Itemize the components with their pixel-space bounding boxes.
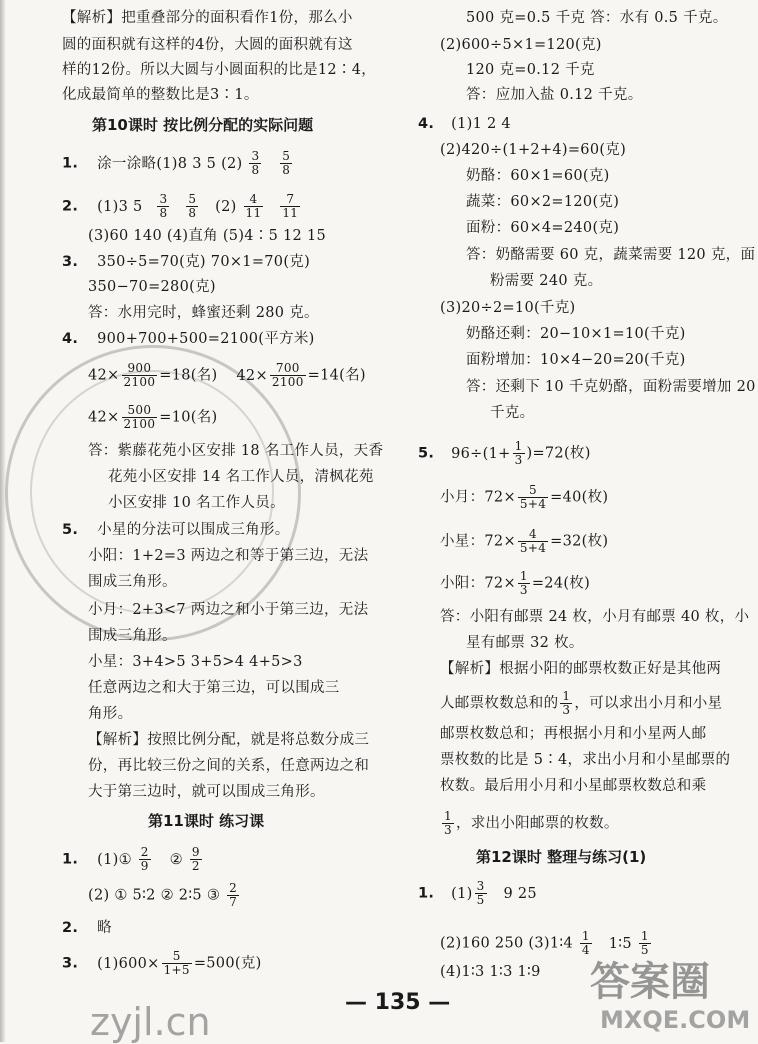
right-q4-line-12: 千克。: [490, 405, 535, 421]
right-line-4: 答：应加入盐 0.12 千克。: [466, 87, 643, 103]
right-q4-line-6: 答：奶酪需要 60 克，蔬菜需要 120 克，面: [466, 247, 756, 263]
right-q5-line-5: 答：小阳有邮票 24 枚，小月有邮票 40 枚，小: [440, 609, 750, 625]
analysis-line-2: 圆的面积就有这样的4份，大圆的面积就有这: [62, 37, 353, 53]
right-review-question-1: 1. (1) $\frac{3}{5}$ 9 25: [418, 879, 537, 907]
right-line-2: (2)600÷5×1=120(克): [440, 37, 602, 53]
page-number: — 135 —: [345, 990, 451, 1015]
right-q5-line-4: 小阳：72× $\frac{1}{3}$ =24(枚): [440, 569, 591, 597]
question-4-line-2: 42× $\frac{900}{2100}$ =18(名) 42× $\frac{700}{2100}$ =14(名): [88, 361, 366, 389]
question-5-line-4: 小月：2+3<7 两边之和小于第三边，无法: [88, 602, 369, 618]
practice-question-1: 1. (1)① $\frac{2}{9}$ ② $\frac{9}{2}$: [62, 845, 200, 873]
right-q4-line-3: 奶酪：60×1=60(克): [466, 168, 610, 184]
question-number: 2.: [62, 920, 79, 936]
right-question-4: 4. (1)1 2 4: [418, 116, 511, 132]
fraction: $\frac{1}{3}$: [519, 569, 528, 597]
practice-question-1-line-2: (2) ① 5∶2 ② 2∶5 ③ $\frac{2}{7}$: [88, 881, 237, 909]
question-number: 1.: [418, 885, 435, 902]
right-question-5: 5. 96÷(1+ $\frac{1}{3}$ )=72(枚): [418, 439, 591, 467]
fraction: $\frac{4}{5+4}$: [519, 527, 547, 555]
question-2-line-2: (3)60 140 (4)直角 (5)4∶5 12 15: [88, 228, 327, 244]
right-q4-line-9: 奶酪还剩：20−10×1=10(千克): [466, 326, 686, 342]
question-number: 3.: [62, 254, 79, 270]
question-number: 5.: [418, 445, 435, 462]
fraction: $\frac{1}{3}$: [444, 809, 452, 837]
fraction: $\frac{3}{8}$: [159, 192, 168, 220]
right-q4-line-4: 蔬菜：60×2=120(克): [466, 194, 620, 210]
question-4: [62, 329, 315, 349]
question-number: 4.: [62, 331, 79, 347]
question-1: [62, 150, 294, 177]
right-q5-line-8: 人邮票枚数总和的 $\frac{1}{3}$ ，可以求出小月和小星: [440, 689, 723, 717]
right-q4-line-11: 答：还剩下 10 千克奶酪，面粉需要增加 20: [466, 379, 756, 395]
fraction: $\frac{5}{5+4}$: [519, 483, 547, 511]
question-4-line-4: 答：紫藤花苑小区安排 18 名工作人员，天香: [88, 443, 384, 459]
right-q5-line-6: 星有邮票 32 枚。: [466, 635, 584, 651]
question-5-line-7: 任意两边之和大于第三边，可以围成三: [88, 680, 340, 696]
question-5-line-9: 【解析】按照比例分配，就是将总数分成三: [88, 732, 370, 748]
fraction: $\frac{1}{4}$: [581, 929, 590, 957]
binding-shadow: [0, 0, 6, 1042]
answer-text: 小星的分法可以围成三角形。: [97, 522, 290, 538]
right-q4-line-2: (2)420÷(1+2+4)=60(克): [440, 142, 627, 158]
question-5-line-11: 大于第三边时，就可以围成三角形。: [88, 784, 325, 800]
question-5-line-10: 份，再比较三份之间的关系，任意两边之和: [88, 758, 370, 774]
question-3-line-3: 答：水用完时，蜂蜜还剩 280 克。: [88, 305, 319, 321]
fraction: $\frac{4}{11}$: [245, 192, 262, 220]
right-q5-line-10: 票枚数的比是 5∶4，求出小月和小星邮票的: [440, 752, 731, 768]
fraction: $\frac{3}{5}$: [476, 879, 485, 907]
analysis-line-3: 样的12份。所以大圆与小圆面积的比是12∶4，: [62, 62, 377, 78]
answer-text: 涂一涂略(1)8 3 5 (2): [97, 155, 243, 172]
question-4-line-3: 42× $\frac{500}{2100}$ =10(名): [88, 403, 218, 431]
question-3-line-2: 350−70=280(克): [88, 279, 216, 295]
question-5: [62, 520, 290, 540]
question-3: [62, 252, 310, 272]
fraction: $\frac{9}{2}$: [191, 845, 200, 873]
watermark-zyjl: zyjl.cn: [90, 1000, 211, 1044]
fraction: $\frac{900}{2100}$: [123, 361, 156, 389]
right-q5-line-7: 【解析】根据小阳的邮票枚数正好是其他两: [440, 661, 722, 677]
answer-text: (1)3 5: [97, 198, 143, 215]
answer-text: 900+700+500=2100(平方米): [97, 331, 315, 347]
practice-question-2: 2. 略: [62, 920, 112, 936]
right-q4-line-7: 粉需要 240 克。: [490, 273, 603, 289]
watermark-daanquan: 答案圈: [590, 959, 710, 1005]
question-4-line-6: 小区安排 10 名工作人员。: [108, 495, 285, 511]
fraction: $\frac{5}{8}$: [188, 192, 197, 220]
question-number: 5.: [62, 522, 79, 538]
section-heading-lesson-10: 第10课时 按比例分配的实际问题: [92, 116, 314, 134]
fraction: $\frac{1}{3}$: [562, 689, 571, 717]
fraction: $\frac{2}{9}$: [140, 845, 149, 873]
fraction: $\frac{1}{3}$: [514, 439, 523, 467]
analysis-line-4: 化成最简单的整数比是3∶1。: [62, 87, 259, 103]
question-number: 4.: [418, 116, 435, 132]
question-5-line-8: 角形。: [88, 706, 133, 722]
fraction: $\frac{5}{8}$: [282, 149, 291, 177]
right-q5-line-3: 小星：72× $\frac{4}{5+4}$ =32(枚): [440, 527, 609, 555]
question-5-line-6: 小星：3+4>5 3+5>4 4+5>3: [88, 654, 303, 670]
question-4-line-5: 花苑小区安排 14 名工作人员，清枫花苑: [108, 469, 374, 485]
right-review-q1-line-2: (2)160 250 (3)1∶4 $\frac{1}{4}$ 1∶5 $\frac{1}{5}$: [440, 929, 649, 957]
fraction: $\frac{7}{11}$: [282, 192, 299, 220]
question-2: [62, 193, 302, 220]
right-line-3: 120 克=0.12 千克: [466, 62, 595, 78]
right-line-1: 500 克=0.5 千克 答：水有 0.5 千克。: [466, 10, 728, 26]
fraction: $\frac{5}{1+5}$: [163, 949, 190, 977]
answer-text: (2): [215, 198, 237, 215]
fraction: $\frac{1}{5}$: [640, 929, 649, 957]
answer-text: 350÷5=70(克) 70×1=70(克): [97, 254, 311, 270]
question-5-line-5: 围成三角形。: [88, 628, 177, 644]
question-number: 2.: [62, 198, 79, 215]
right-q4-line-8: (3)20÷2=10(千克): [440, 300, 576, 316]
analysis-line-1: 【解析】把重叠部分的面积看作1份，那么小: [62, 10, 353, 26]
right-q5-line-12: $\frac{1}{3}$ ，求出小阳邮票的枚数。: [444, 809, 619, 837]
right-review-q1-line-3: (4)1∶3 1∶3 1∶9: [440, 964, 541, 980]
right-q5-line-2: 小月：72× $\frac{5}{5+4}$ =40(枚): [440, 483, 609, 511]
right-q4-line-5: 面粉：60×4=240(克): [466, 220, 620, 236]
question-5-line-2: 小阳：1+2=3 两边之和等于第三边，无法: [88, 548, 369, 564]
question-number: 1.: [62, 155, 79, 172]
fraction: $\frac{500}{2100}$: [123, 403, 156, 431]
question-number: 1.: [62, 851, 79, 868]
fraction: $\frac{2}{7}$: [229, 881, 237, 909]
right-q4-line-10: 面粉增加：10×4−20=20(千克): [466, 352, 686, 368]
right-q5-line-11: 枚数。最后用小月和小星邮票枚数总和乘: [440, 778, 707, 794]
fraction: $\frac{3}{8}$: [251, 149, 260, 177]
practice-question-3: 3. (1)600× $\frac{5}{1+5}$ =500(克): [62, 949, 262, 977]
question-number: 3.: [62, 955, 79, 972]
right-q5-line-9: 邮票枚数总和；再根据小月和小星两人邮: [440, 726, 707, 742]
fraction: $\frac{700}{2100}$: [271, 361, 304, 389]
section-heading-lesson-11: 第11课时 练习课: [148, 812, 265, 830]
section-heading-lesson-12: 第12课时 整理与练习(1): [476, 848, 647, 866]
watermark-mxqe: MXQE.COM: [600, 1006, 751, 1034]
question-5-line-3: 围成三角形。: [88, 574, 177, 590]
